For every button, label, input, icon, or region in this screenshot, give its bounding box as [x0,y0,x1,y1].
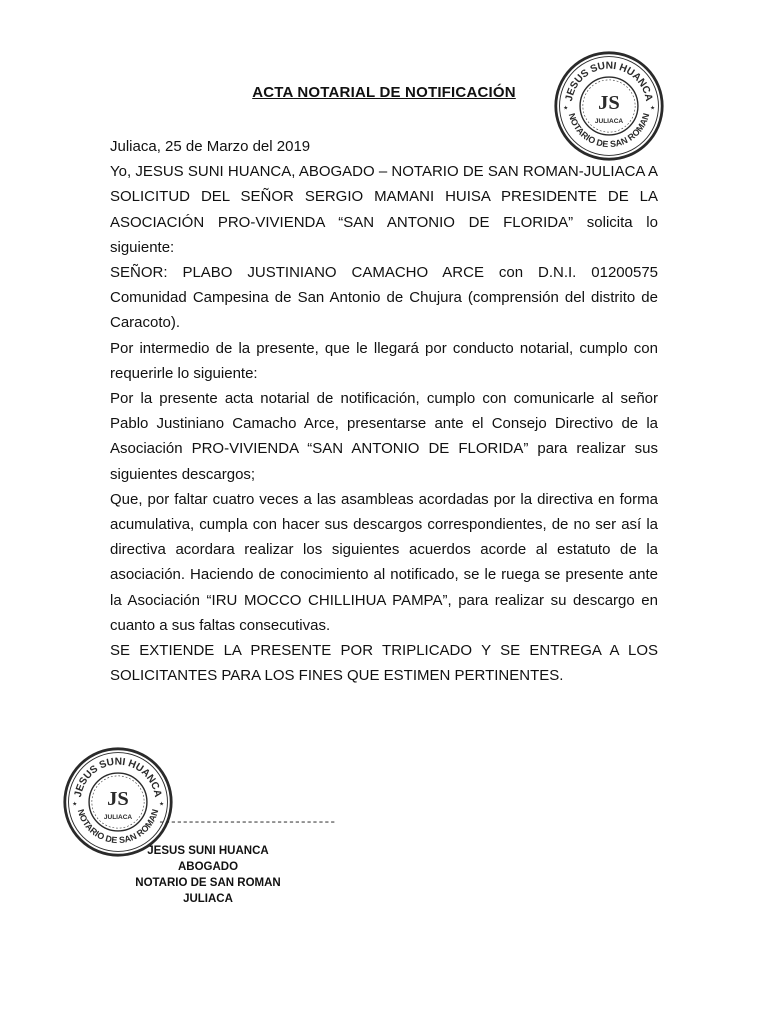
document-date: Juliaca, 25 de Marzo del 2019 [110,138,311,155]
seal-monogram: JS [107,787,129,810]
signature-office: NOTARIO DE SAN ROMAN [135,877,281,889]
svg-text:★: ★ [72,801,78,808]
document-title: ACTA NOTARIAL DE NOTIFICACIÓN [252,84,516,101]
svg-text:★: ★ [563,105,569,112]
signature-block [108,843,308,907]
svg-text:★: ★ [650,105,656,112]
notary-seal-icon [62,746,174,858]
signature-line: ------------------------------ [158,815,336,829]
seal-top-text: JESUS SUNI HUANCA [563,60,655,103]
paragraph-intro: Yo, JESUS SUNI HUANCA, ABOGADO – NOTARIO DE SAN ROMAN-JULIACA A SOLICITUD DEL SEÑOR SERGIO MAMANI HUISA PRESIDENTE DE LA ASOCIACIÓN PRO-VIVIENDA “SAN ANTONIO DE FLORIDA” solicita lo siguiente: [110,163,658,256]
seal-city: JULIACA [103,813,133,821]
seal-bottom-text: NOTARIO DE SAN ROMAN [566,112,652,150]
signature-name: JESUS SUNI HUANCA [147,845,269,857]
paragraph-recipient: SEÑOR: PLABO JUSTINIANO CAMACHO ARCE con D.N.I. 01200575 Comunidad Campesina de San Antonio de Chujura (comprensión del distrito de Caracoto). [110,264,658,332]
seal-monogram: JS [598,91,620,114]
signature-profession: ABOGADO [177,861,239,873]
paragraph-closing: SE EXTIENDE LA PRESENTE POR TRIPLICADO Y SE ENTREGA A LOS SOLICITANTES PARA LOS FINES QUE ESTIMEN PERTINENTES. [110,642,658,685]
paragraph-request: Por intermedio de la presente, que le llegará por conducto notarial, cumplo con requerirle lo siguiente: [110,339,658,382]
paragraph-notification: Por la presente acta notarial de notificación, cumplo con comunicarle al señor Pablo Justiniano Camacho Arce, presentarse ante el Consejo Directivo de la Asociación PRO-VIVIENDA “SAN ANTONIO DE FLORIDA” para realizar sus siguientes descargos; [110,390,658,483]
document-body [110,134,658,688]
seal-top-text: JESUS SUNI HUANCA [72,756,164,799]
svg-text:★: ★ [159,801,165,808]
paragraph-reason: Que, por faltar cuatro veces a las asambleas acordadas por la directiva en forma acumulativa, cumpla con hacer sus descargos correspondientes, de no ser así la directiva acordara realizar los siguientes acuerdos acorde al estatuto de la asociación. Haciendo de conocimiento al notificado, se le ruega se presente ante la Asociación “IRU MOCCO CHILLIHUA PAMPA”, para realizar su descargo en cuanto a sus faltas consecutivas. [110,490,658,634]
seal-bottom-text: NOTARIO DE SAN ROMAN [75,808,161,846]
signature-city: JULIACA [183,893,233,905]
seal-city: JULIACA [594,117,624,125]
